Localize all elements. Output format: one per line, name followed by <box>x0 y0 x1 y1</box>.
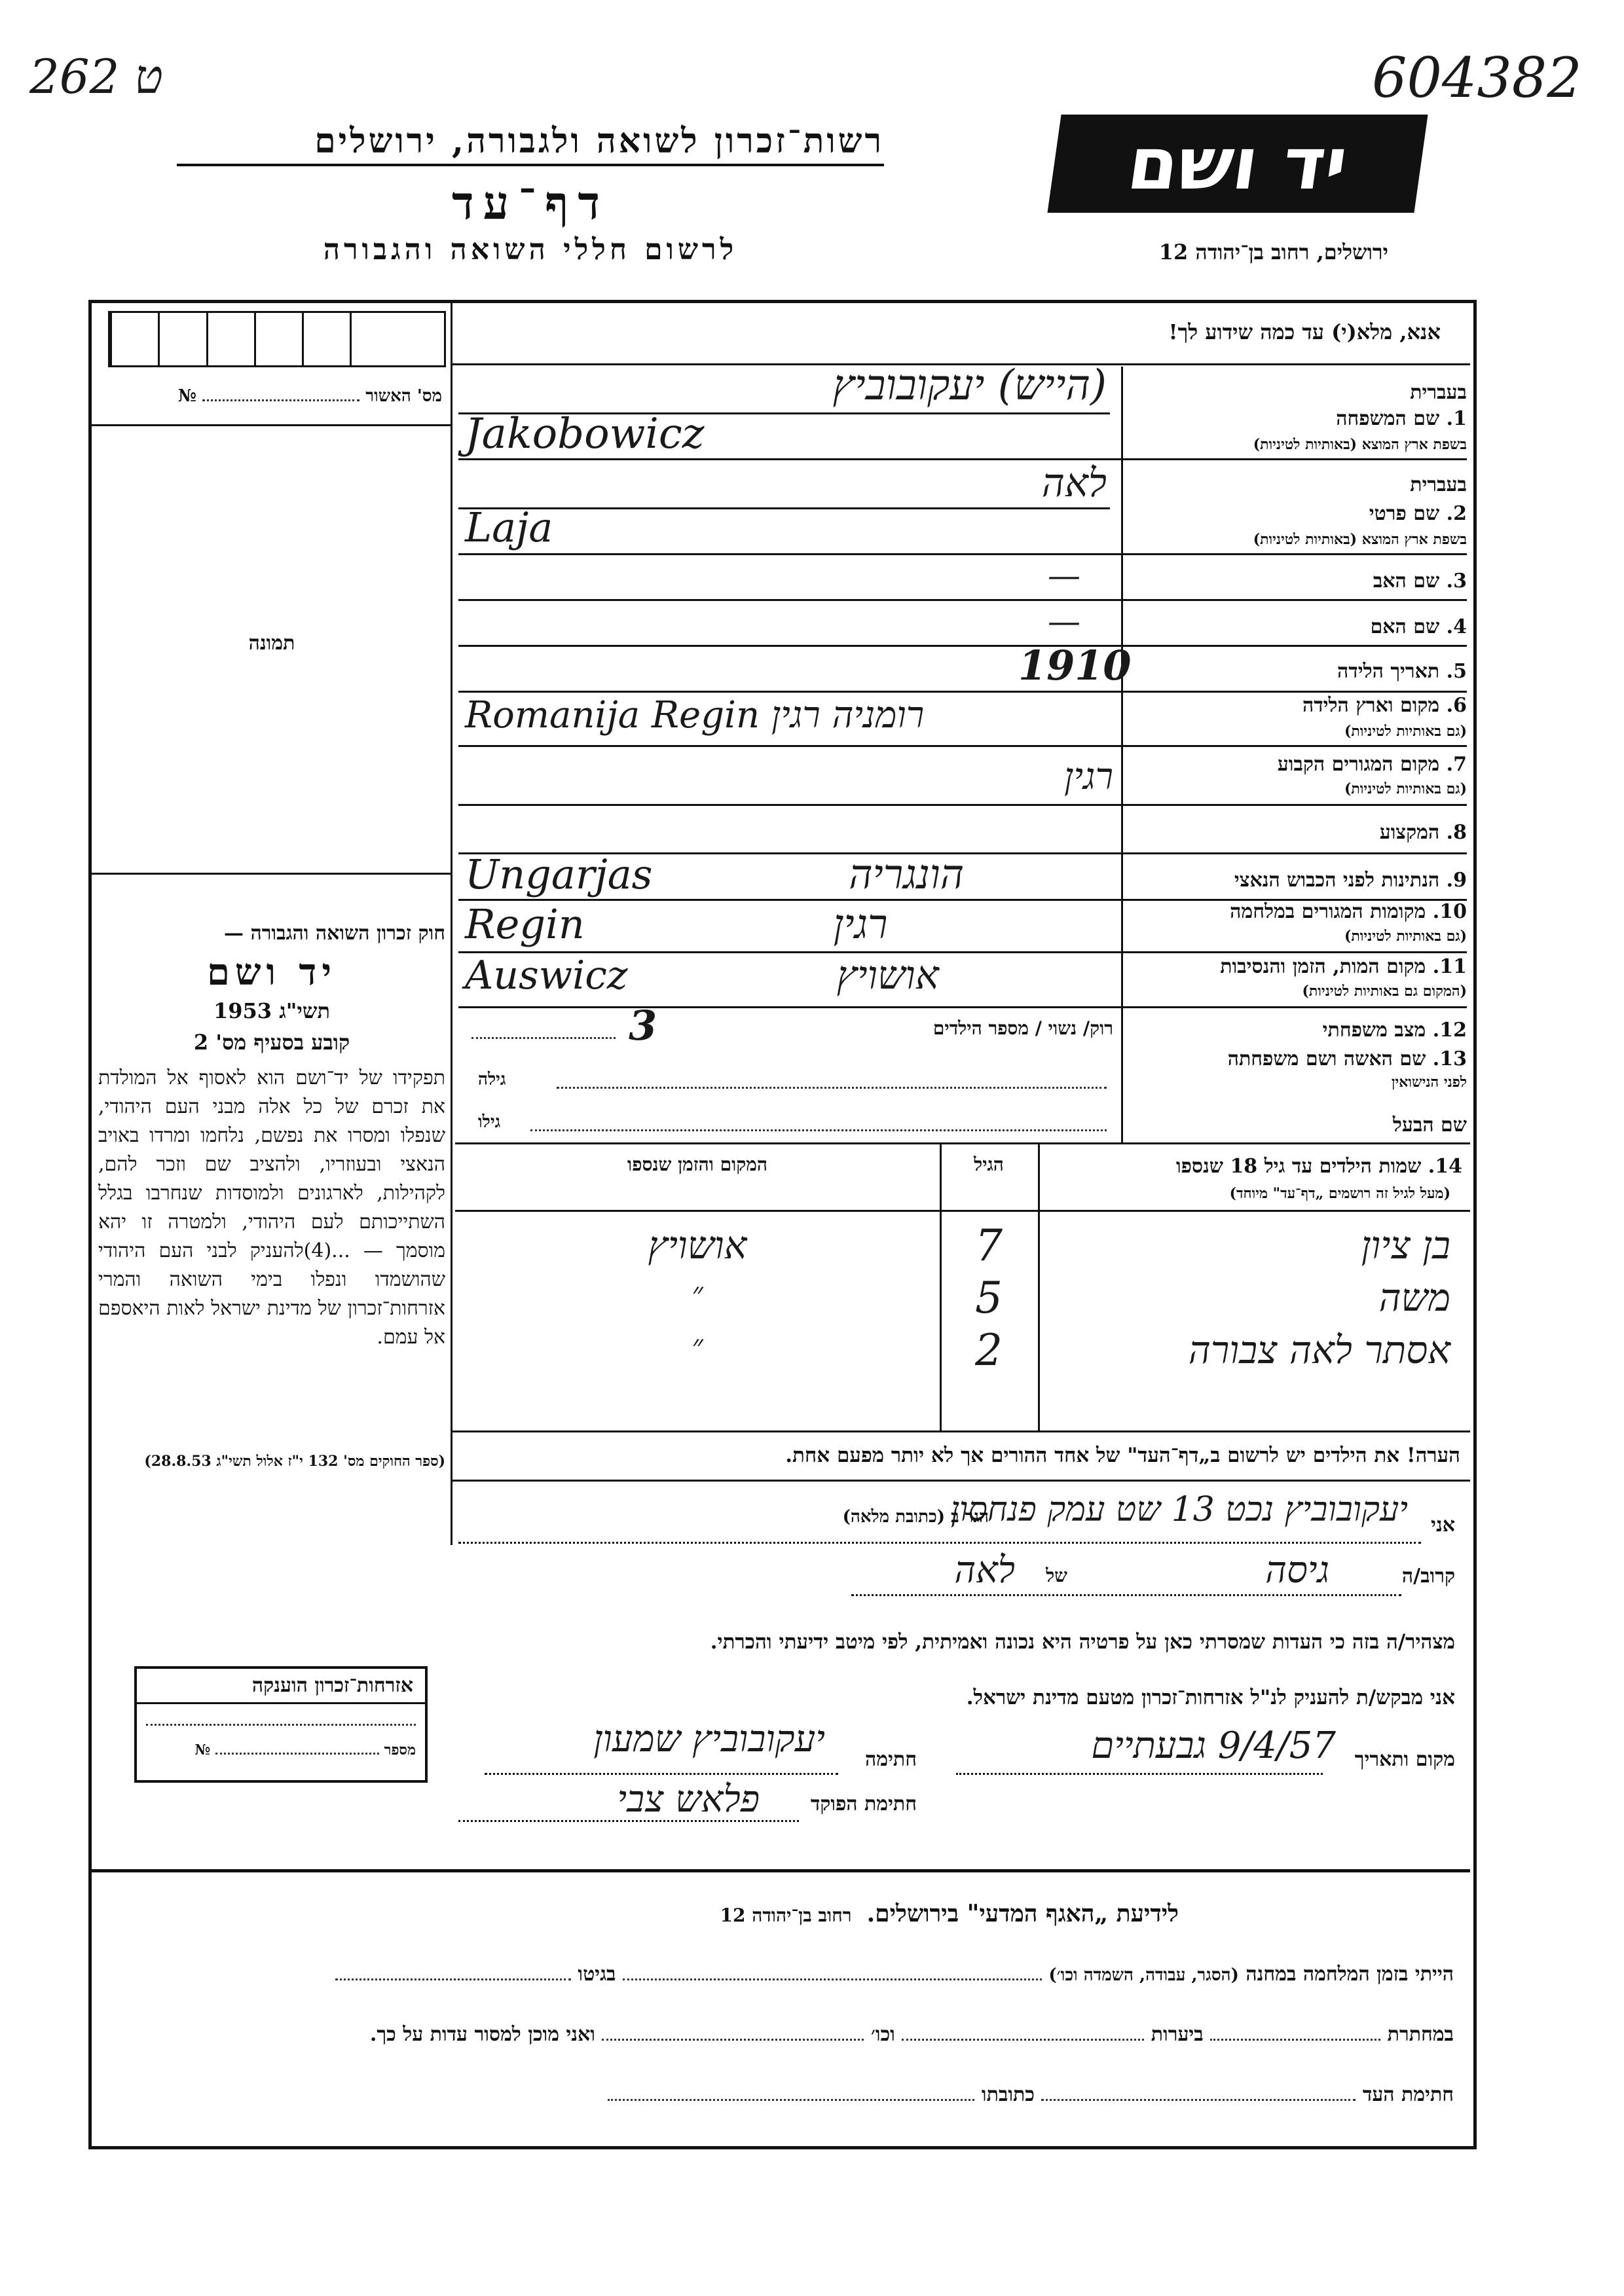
field-4-value[interactable]: — <box>1048 602 1080 640</box>
footer-camp-types: (הסגר, עבודה, השמדה וכו׳) <box>1048 1965 1239 1985</box>
table-row <box>455 1325 1470 1380</box>
field-2-note: בשפת ארץ המוצא (באותיות לטיניות) <box>1253 531 1467 548</box>
sidebar-tick-boxes <box>108 311 446 367</box>
relation-label: קרוב/ה <box>1401 1565 1455 1588</box>
field-11-value[interactable]: Auswicz אושויץ <box>465 953 939 998</box>
husband-age-label: גילו <box>478 1112 501 1132</box>
field-marital-status <box>458 1002 1467 1049</box>
children-num: 14. <box>1428 1155 1462 1178</box>
field-birth-date <box>458 642 1467 694</box>
field-11-label: מקום המות, הזמן והנסיבות <box>1220 955 1426 978</box>
field-13-age-label: גילה <box>478 1070 506 1089</box>
law-title: חוק זכרון השואה והגבורה — <box>224 922 445 945</box>
field-11-note: (המקום גם באותיות לטיניות) <box>1302 983 1467 1000</box>
field-7-note: (גם באותיות לטיניות) <box>1344 780 1467 797</box>
law-clause: קובע בסעיף מס' 2 <box>193 1030 350 1055</box>
field-3-num: 3. <box>1446 570 1467 592</box>
approval-number <box>108 386 442 406</box>
field-3-label: שם האב <box>1373 570 1440 592</box>
form-title: דף־עד <box>451 175 609 230</box>
signature-value[interactable]: יעקובוביץ שמעון <box>593 1718 825 1760</box>
field-10-label: מקומות המגורים במלחמה <box>1230 900 1426 923</box>
field-1-value-latin[interactable]: Jakobowicz <box>465 410 705 458</box>
place-date-label: מקום ותאריך <box>1354 1748 1455 1771</box>
field-nationality <box>458 850 1467 900</box>
field-7-num: 7. <box>1446 753 1467 776</box>
children-place-header: המקום והזמן שנספו <box>627 1154 767 1175</box>
field-13-label: שם האשה ושם משפחתה <box>1227 1048 1426 1070</box>
field-wife-maiden-name <box>458 1048 1467 1103</box>
field-6-num: 6. <box>1446 694 1467 717</box>
child-3-name[interactable]: אסתר לאה צבורה <box>1188 1328 1450 1372</box>
field-12-children-count[interactable]: 3 <box>629 1002 657 1049</box>
field-1-tag: בעברית <box>1410 381 1467 404</box>
field-13-num: 13. <box>1432 1048 1467 1070</box>
declarant-name[interactable]: יעקובוביץ נכט 13 שט עמק פנחסון <box>950 1490 1408 1529</box>
children-table <box>455 1142 1470 1432</box>
citizenship-box-title: אזרחות־זכרון הוענקה <box>137 1669 425 1704</box>
table-row <box>455 1275 1470 1328</box>
child-2-place[interactable]: ״ <box>692 1275 703 1311</box>
officer-label: חתימת הפוקד <box>810 1793 917 1815</box>
footer-forests-label: ביערות <box>1151 2023 1204 2046</box>
sidebar-divider <box>451 301 452 1545</box>
law-text: תפקידו של יד־ושם הוא לאסוף אל המולדת את זכרם של כל אלה מבני העם היהודי, שנפלו ומסרו את נפשם, נלחמו ומרדו באויב הנאצי ובעוזריו, ולהציב שם וזכר להם, לקהילות, לארגונים ולמוסדות שנחרבו בגלל השתייכותם לעם היהודי, ולמטרה זו יהא מוסמך — ...(4)להעניק לבני העם היהודי שהושמדו ונפלו בימי השואה והמרי אזרחות־זכרון של מדינת ישראל לאות היאספם אל עמם. <box>98 1066 446 1349</box>
law-name: יד ושם <box>206 951 337 994</box>
field-5-value[interactable]: 1910 <box>1018 642 1132 689</box>
field-birth-place <box>458 694 1467 746</box>
field-2-tag: בעברית <box>1410 473 1467 496</box>
field-family-name <box>458 361 1467 462</box>
corner-note-left: 262 ט <box>29 49 163 104</box>
of-value[interactable]: לאה <box>954 1549 1015 1592</box>
child-1-name[interactable]: בן ציון <box>1361 1223 1450 1267</box>
field-first-name <box>458 462 1467 556</box>
address-label: הגר ב (כתובת מלאה) <box>842 1507 989 1527</box>
husband-label: שם הבעל <box>1392 1114 1467 1137</box>
field-wartime-residence <box>458 900 1467 953</box>
field-1-note: בשפת ארץ המוצא (באותיות לטיניות) <box>1253 436 1467 453</box>
sidebar-photo-bottom <box>92 873 452 875</box>
footer-title-row <box>327 1900 1179 1927</box>
field-4-num: 4. <box>1446 615 1467 638</box>
field-8-label: המקצוע <box>1379 821 1440 844</box>
field-5-num: 5. <box>1446 660 1467 683</box>
form-subtitle: לרשום חללי השואה והגבורה <box>323 233 738 266</box>
law-year: תשי"ג 1953 <box>213 998 330 1023</box>
footer-witness-signature-label: חתימת העד <box>1362 2083 1454 2106</box>
field-death-place <box>458 953 1467 1008</box>
field-11-num: 11. <box>1432 955 1467 978</box>
field-12-num: 12. <box>1432 1019 1467 1042</box>
yad-vashem-logo: יד ושם <box>1047 115 1428 213</box>
officer-signature[interactable]: פלאש צבי <box>617 1778 760 1821</box>
footer-etc-label: וכו׳ <box>870 2023 895 2046</box>
field-father-name <box>458 556 1467 602</box>
declaration-ani: אני <box>1431 1514 1455 1537</box>
signature-label: חתימה <box>865 1748 917 1771</box>
field-occupation <box>458 805 1467 854</box>
approval-no-mark: № <box>177 386 197 406</box>
field-1-label: שם המשפחה <box>1336 407 1440 430</box>
field-6-label: מקום וארץ הלידה <box>1302 694 1440 717</box>
field-8-num: 8. <box>1446 821 1467 844</box>
citizenship-no-mark: № <box>194 1741 211 1758</box>
footer-line-2 <box>98 2023 1454 2046</box>
field-husband-name <box>458 1103 1467 1142</box>
header-address: ירושלים, רחוב בן־יהודה 12 <box>1158 240 1388 264</box>
child-3-age[interactable]: 2 <box>975 1325 1003 1376</box>
photo-area-label: תמונה <box>248 632 295 655</box>
citizenship-number-label: מספר <box>384 1741 416 1758</box>
field-4-label: שם האם <box>1370 615 1440 638</box>
footer-underground-label: במחתרת <box>1387 2023 1454 2046</box>
child-3-place[interactable]: ״ <box>692 1328 703 1363</box>
field-2-value-hebrew[interactable]: לאה <box>1041 460 1107 506</box>
field-9-value[interactable]: Ungarjas הונגריה <box>465 850 965 898</box>
declaration-request: אני מבקש/ת להעניק לנ"ל אזרחות־זכרון מטעם מדינת ישראל. <box>966 1686 1455 1709</box>
field-13-note: לפני הנישואין <box>1391 1074 1467 1091</box>
field-mother-name <box>458 602 1467 648</box>
field-7-label: מקום המגורים הקבוע <box>1277 753 1440 776</box>
field-12-label: מצב משפחתי <box>1322 1019 1426 1042</box>
footer-line-3 <box>98 2083 1454 2106</box>
table-row <box>455 1220 1470 1275</box>
footer-camp-label: הייתי בזמן המלחמה במחנה <box>1246 1963 1454 1986</box>
of-label: של <box>1046 1565 1067 1586</box>
children-header: שמות הילדים עד גיל 18 שנספו <box>1175 1155 1422 1178</box>
field-10-num: 10. <box>1432 900 1467 923</box>
field-1-num: 1. <box>1446 407 1467 430</box>
place-date-value[interactable]: 9/4/57 גבעתיים <box>1091 1724 1336 1767</box>
approval-label: מס' האשור <box>365 386 442 406</box>
child-2-age[interactable]: 5 <box>975 1273 1003 1323</box>
field-9-num: 9. <box>1446 869 1467 892</box>
remark-text: הערה! את הילדים יש לרשום ב„דף־העד" של אחד ההורים אך לא יותר מפעם אחת. <box>785 1444 1460 1467</box>
field-2-label: שם פרטי <box>1369 502 1440 525</box>
field-5-label: תאריך הלידה <box>1337 660 1440 683</box>
children-header-note: (מעל לגיל זה רושמים „דף־עד" מיוחד) <box>1229 1185 1450 1202</box>
field-9-label: הנתינות לפני הכבוש הנאצי <box>1234 869 1440 892</box>
field-2-num: 2. <box>1446 502 1467 525</box>
children-age-header: הגיל <box>974 1154 1004 1175</box>
field-6-note: (גם באותיות לטיניות) <box>1344 723 1467 740</box>
declaration-section <box>458 1486 1460 1853</box>
field-permanent-residence <box>458 746 1467 805</box>
field-7-value[interactable]: רגין <box>1064 756 1113 798</box>
field-3-value[interactable]: — <box>1048 556 1080 594</box>
field-10-note: (גם באותיות לטיניות) <box>1344 928 1467 945</box>
org-name: רשות־זכרון לשואה ולגבורה, ירושלים <box>177 121 884 166</box>
child-1-place[interactable]: אושויץ <box>648 1223 747 1267</box>
footer-ghetto-label: בגיטו <box>578 1963 616 1986</box>
footer-line-1 <box>98 1963 1454 1986</box>
footer-divider <box>92 1869 1470 1872</box>
field-6-value[interactable]: Romanija Regin רומניה רגין <box>465 694 925 737</box>
footer-witness-address-label: כתובתו <box>981 2083 1035 2106</box>
field-2-value-latin[interactable]: Laja <box>465 503 553 551</box>
footer-title: לידיעת „האגף המדעי" בירושלים. <box>866 1900 1179 1927</box>
corner-number-right: 604382 <box>1372 46 1582 110</box>
relation-value[interactable]: גיסה <box>1265 1549 1329 1592</box>
footer-testimony-label: ואני מוכן למסור עדות על כך. <box>369 2023 595 2046</box>
field-10-value[interactable]: Regin רגין <box>465 900 888 948</box>
child-2-name[interactable]: משה <box>1378 1275 1450 1320</box>
footer-address: רחוב בן־יהודה 12 <box>720 1904 852 1926</box>
intro-instruction: אנא, מלא(י) עד כמה שידוע לך! <box>1168 319 1441 344</box>
child-1-age[interactable]: 7 <box>975 1220 1003 1271</box>
citizenship-box <box>134 1666 428 1783</box>
declaration-statement: מצהיר/ה בזה כי העדות שמסרתי כאן על פרטיה היא נכונה ואמיתית, לפי מיטב ידיעתי והכרתי. <box>710 1630 1455 1654</box>
law-source: (ספר החוקים מס' 132 י"ז אלול תשי"ג 28.8.53) <box>144 1453 445 1470</box>
remark-bottom <box>452 1480 1470 1482</box>
sidebar-photo-top <box>92 424 452 426</box>
field-12-value[interactable]: רוק/ נשוי / מספר הילדים <box>932 1017 1113 1039</box>
remark-top <box>452 1430 1470 1432</box>
field-1-value-hebrew[interactable]: (הייש) יעקובוביץ <box>832 361 1107 410</box>
